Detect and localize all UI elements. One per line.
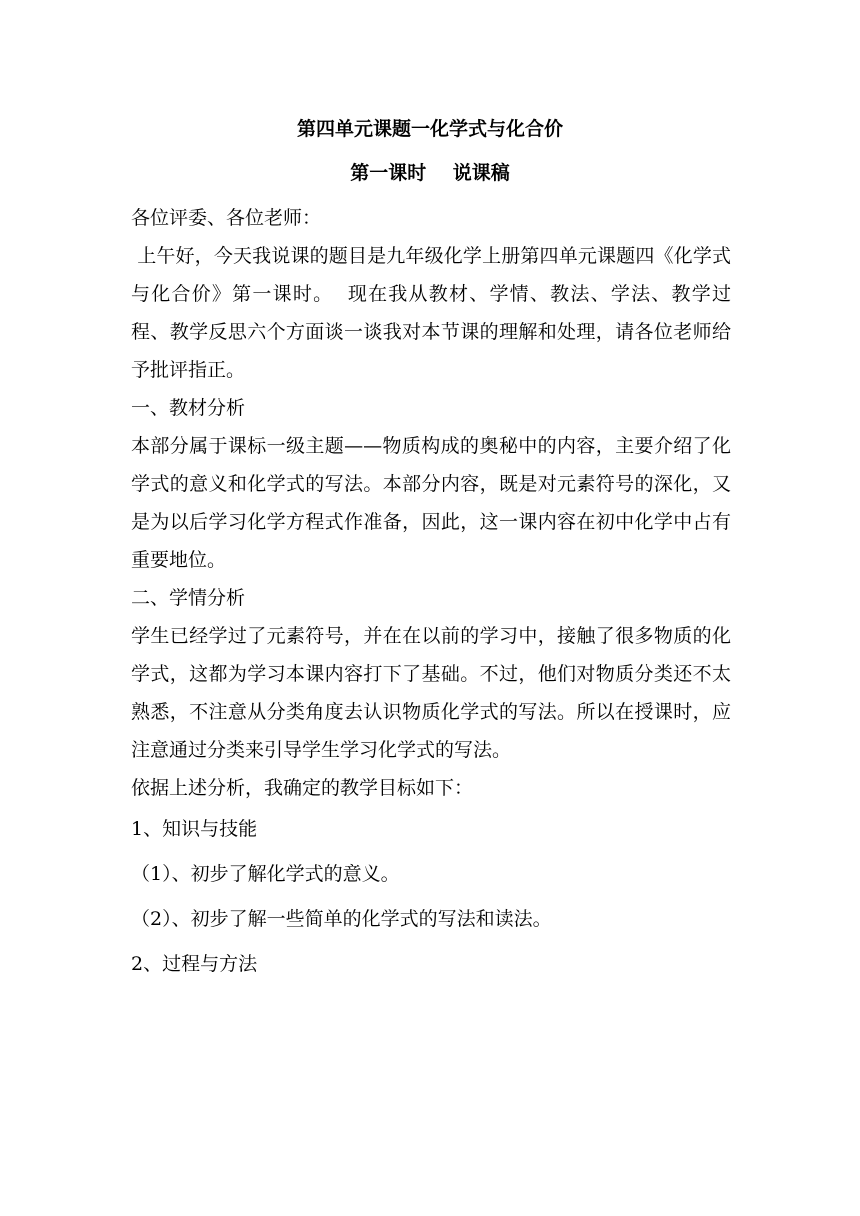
objectives-intro: 依据上述分析，我确定的教学目标如下：: [131, 777, 474, 799]
objective-item-2: （2）、初步了解一些简单的化学式的写法和读法。: [131, 908, 552, 930]
objective-item-1: （1）、初步了解化学式的意义。: [131, 863, 400, 885]
greeting: 各位评委、各位老师：: [131, 207, 322, 229]
intro-paragraph: 上午好，今天我说课的题目是九年级化学上册第四单元课题四《化学式与化合价》第一课时。 现在我从教材、学情、教法、学法、教学过程、教学反思六个方面谈一谈我对本节课的理解和处理，请各位老师给予批评指正。: [131, 245, 731, 381]
objective-heading-process-method: 2、过程与方法: [131, 953, 258, 975]
document-title: 第四单元课题一化学式与化合价: [296, 118, 563, 140]
section-heading-textbook-analysis: 一、教材分析: [131, 397, 246, 419]
section-heading-student-analysis: 二、学情分析: [131, 587, 246, 609]
document-body: [131, 199, 731, 987]
document-subtitle: 第一课时 说课稿: [350, 162, 510, 184]
objective-heading-knowledge-skills: 1、知识与技能: [131, 818, 258, 840]
textbook-analysis-paragraph: 本部分属于课标一级主题——物质构成的奥秘中的内容，主要介绍了化学式的意义和化学式的写法。本部分内容，既是对元素符号的深化，又是为以后学习化学方程式作准备，因此，这一课内容在初中化学中占有重要地位。: [131, 435, 731, 571]
student-analysis-paragraph: 学生已经学过了元素符号，并在在以前的学习中，接触了很多物质的化学式，这都为学习本课内容打下了基础。不过，他们对物质分类还不太熟悉，不注意从分类角度去认识物质化学式的写法。所以在授课时，应注意通过分类来引导学生学习化学式的写法。: [131, 625, 731, 761]
